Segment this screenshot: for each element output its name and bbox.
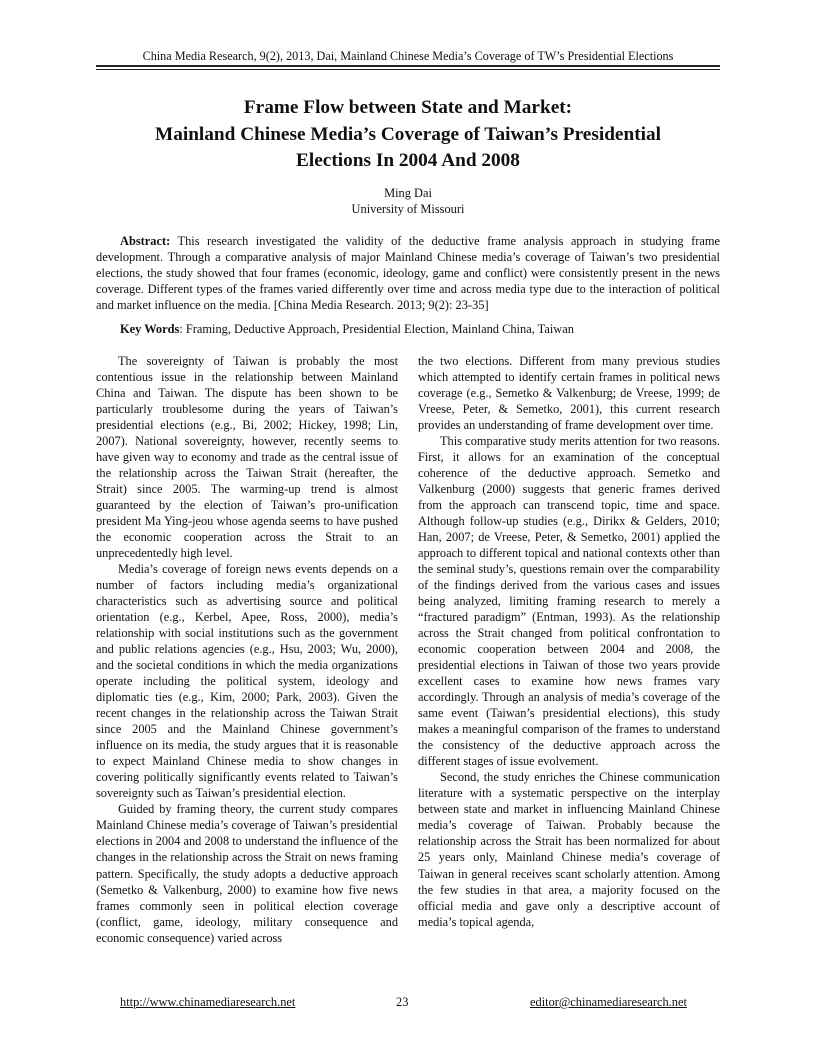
author-name: Ming Dai	[384, 186, 432, 200]
body-paragraph: Media’s coverage of foreign news events depends on a number of factors including media’s organizational characteristics such as advertising source and political orientation (e.g., Kerbel, Apee, Ross, 2000), media’s relationship with social institutions such as the government and public relations agencies (e.g., Hsu, 2003; Wu, 2000), and the societal conditions in which the media organizations operate including the political system, ideology and diplomatic ties (e.g., Kim, 2000; Park, 2003). Given the recent changes in the relationship across the Taiwan Strait since 2005 and the Mainland Chinese government’s influence on its media, the study argues that it is reasonable to expect Mainland Chinese media to show changes in covering politically significantly events related to Taiwan’s sovereignty such as Taiwan’s presidential election.	[96, 562, 398, 801]
body-paragraph: Second, the study enriches the Chinese communication literature with a systematic perspective on the interplay between state and market in influencing Mainland Chinese media’s coverage of Taiwan. Probably because the relationship across the Strait has been normalized for about 25 years only, Mainland Chinese media’s coverage of Taiwan in general receives scant scholarly attention. Among the few studies in that area, a majority focused on the official media and gave only a descriptive account of media’s topical agenda,	[418, 770, 720, 929]
body-paragraph: The sovereignty of Taiwan is probably the most contentious issue in the relationship between Mainland China and Taiwan. The dispute has been shown to be particularly troublesome during the years of Taiwan’s presidential elections (e.g., Bi, 2002; Hickey, 1998; Lin, 2007). National sovereignty, however, recently seems to have given way to economy and trade as the central issue of the relationship across the Taiwan Strait (hereafter, the Strait) since 2005. The warming-up trend is almost guaranteed by the election of Taiwan’s pro-unification president Ma Ying-jeou whose agenda seems to have pushed the economic cooperation across the Strait to an unprecedentedly high level.	[96, 354, 398, 561]
body-column-right	[418, 353, 720, 930]
title-line-3: Elections In 2004 And 2008	[296, 150, 520, 171]
keywords-label: Key Words	[120, 322, 180, 336]
author-affiliation: University of Missouri	[351, 202, 465, 216]
paper-title	[100, 95, 716, 175]
abstract-label: Abstract:	[120, 234, 171, 248]
keywords-text: : Framing, Deductive Approach, Presidential Election, Mainland China, Taiwan	[179, 322, 574, 336]
author-block	[96, 185, 720, 217]
title-line-2: Mainland Chinese Media’s Coverage of Taiwan’s Presidential	[155, 123, 661, 145]
body-column-left	[96, 353, 398, 946]
footer-email-link[interactable]: editor@chinamediaresearch.net	[530, 995, 687, 1009]
header-rule-thick	[96, 65, 720, 67]
abstract-text: This research investigated the validity of the deductive frame analysis approach in studying frame development. Through a comparative analysis of major Mainland Chinese media’s coverage of Taiwan’s two presidential elections, the study showed that four frames (economic, ideology, game and conflict) were consistently present in the news coverage. Different types of the frames varied differently over time and across media type due to the interaction of political and market influence on the media. [China Media Research. 2013; 9(2): 23-35]	[96, 234, 720, 313]
running-head: China Media Research, 9(2), 2013, Dai, Mainland Chinese Media’s Coverage of TW’s Presidential Elections	[142, 49, 674, 63]
body-paragraph: Guided by framing theory, the current study compares Mainland Chinese media’s coverage of Taiwan’s presidential elections in 2004 and 2008 to understand the influence of the changes in the relationship across the Strait on news framing pattern. Specifically, the study adopts a deductive approach (Semetko & Valkenburg, 2000) to examine how five news frames commonly seen in political election coverage (conflict, game, ideology, military consequence and economic consequence) varied across	[96, 802, 398, 945]
title-line-1: Frame Flow between State and Market:	[243, 97, 573, 118]
abstract	[96, 233, 720, 313]
header-rule-thin	[96, 69, 720, 70]
footer-website-link[interactable]: http://www.chinamediaresearch.net	[120, 995, 296, 1009]
body-paragraph: This comparative study merits attention for two reasons. First, it allows for an examination of the conceptual coherence of the deductive approach. Semetko and Valkenburg (2000) suggests that generic frames derived from the approach can transcend topic, time and space. Although follow-up studies (e.g., Dirikx & Gelders, 2010; Han, 2007; de Vreese, Peter, & Semetko, 2001) applied the approach to different topical and national contexts other than the seminal study’s, questions remain over the comparability of the findings derived from the various cases and issues being analyzed, limiting framing research to merely a “fractured paradigm” (Entman, 1993). As the relationship across the Strait changed from political confrontation to economic cooperation between 2004 and 2008, the presidential elections in Taiwan of those two years provide excellent cases to examine how news frames vary accordingly. Through an analysis of media’s coverage of the same event (Taiwan’s presidential elections), this study makes a meaningful comparison of the frames to understand the consistency of the deductive approach across the different stages of issue evolvement.	[418, 434, 720, 769]
keywords	[120, 322, 720, 337]
body-paragraph-continued: the two elections. Different from many previous studies which attempted to identify certain frames in political news coverage (e.g., Semetko & Valkenburg; de Vreese, 1999; de Vreese, Peter, & Semetko, 2001), this current research provides an understanding of frame development over time.	[418, 354, 720, 433]
page-number: 23	[396, 995, 409, 1009]
